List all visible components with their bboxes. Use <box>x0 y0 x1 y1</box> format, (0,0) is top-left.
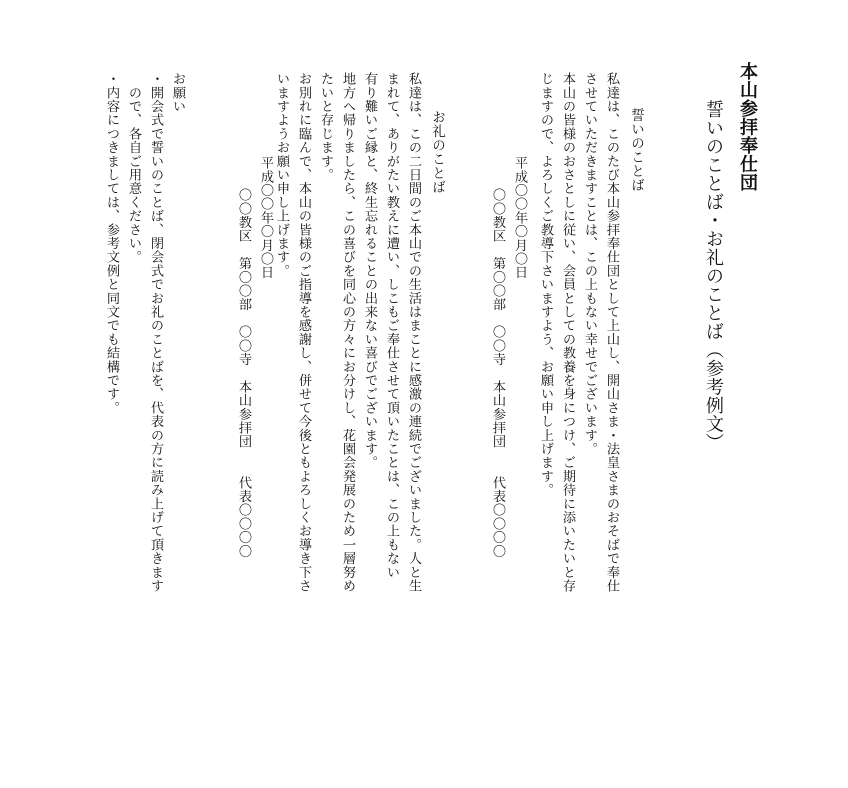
oath-date: 平成〇〇年〇月〇日 <box>512 156 527 280</box>
oath-line-2: させていただきますことは、この上もない幸せでございます。 <box>582 72 597 456</box>
thanks-line-6: お別れに臨んで、本山の皆様のご指導を感謝し、併せて今後ともよろしくお導き下さ <box>296 72 311 593</box>
main-title: 誓いのことば・お礼のことば（参考例文） <box>703 100 724 452</box>
oath-line-3: 本山の皆様のおさとしに従い、会員としての教養を身につけ、ご期待に添いたいと存 <box>560 72 575 593</box>
notes-line-1: ・開会式で誓いのことば、閉会式でお礼のことばを、代表の方に読み上げて頂きます <box>148 72 163 593</box>
oath-heading: 誓いのことば <box>628 108 644 192</box>
thanks-signature: 〇〇教区 第〇〇部 〇〇寺 本山参拝団 代表〇〇〇〇 <box>236 188 251 558</box>
oath-signature: 〇〇教区 第〇〇部 〇〇寺 本山参拝団 代表〇〇〇〇 <box>490 188 505 558</box>
notes-line-3: ・内容につきましては、参考文例と同文でも結構です。 <box>104 72 119 415</box>
thanks-line-7: いますようお願い申し上げます。 <box>274 72 289 278</box>
thanks-line-2: まれて、ありがたい教えに遭い、しこもご奉仕させて頂いたことは、この上もない <box>384 72 399 579</box>
org-title: 本山参拝奉仕団 <box>737 62 758 192</box>
thanks-date: 平成〇〇年〇月〇日 <box>258 156 273 280</box>
oath-line-4: じますので、よろしくご教導下さいますよう、お願い申し上げます。 <box>538 72 553 497</box>
thanks-line-3: 有り難いご縁と、終生忘れることの出来ない喜びでございます。 <box>362 72 377 470</box>
thanks-line-1: 私達は、この二日間のご本山での生活はまことに感激の連続でございました。人と生 <box>406 72 421 593</box>
thanks-line-4: 地方へ帰りましたら、この喜びを同心の方々にお分けし、花園会発展のため一層努め <box>340 72 355 593</box>
notes-heading: お願い <box>170 72 185 114</box>
notes-line-2: ので、各自ご用意ください。 <box>126 72 141 264</box>
thanks-heading: お礼のことば <box>429 110 445 194</box>
thanks-line-5: たいと存じます。 <box>318 72 333 182</box>
oath-line-1: 私達は、このたび本山参拝奉仕団として上山し、開山さま・法皇さまのおそばで奉仕 <box>604 72 619 593</box>
